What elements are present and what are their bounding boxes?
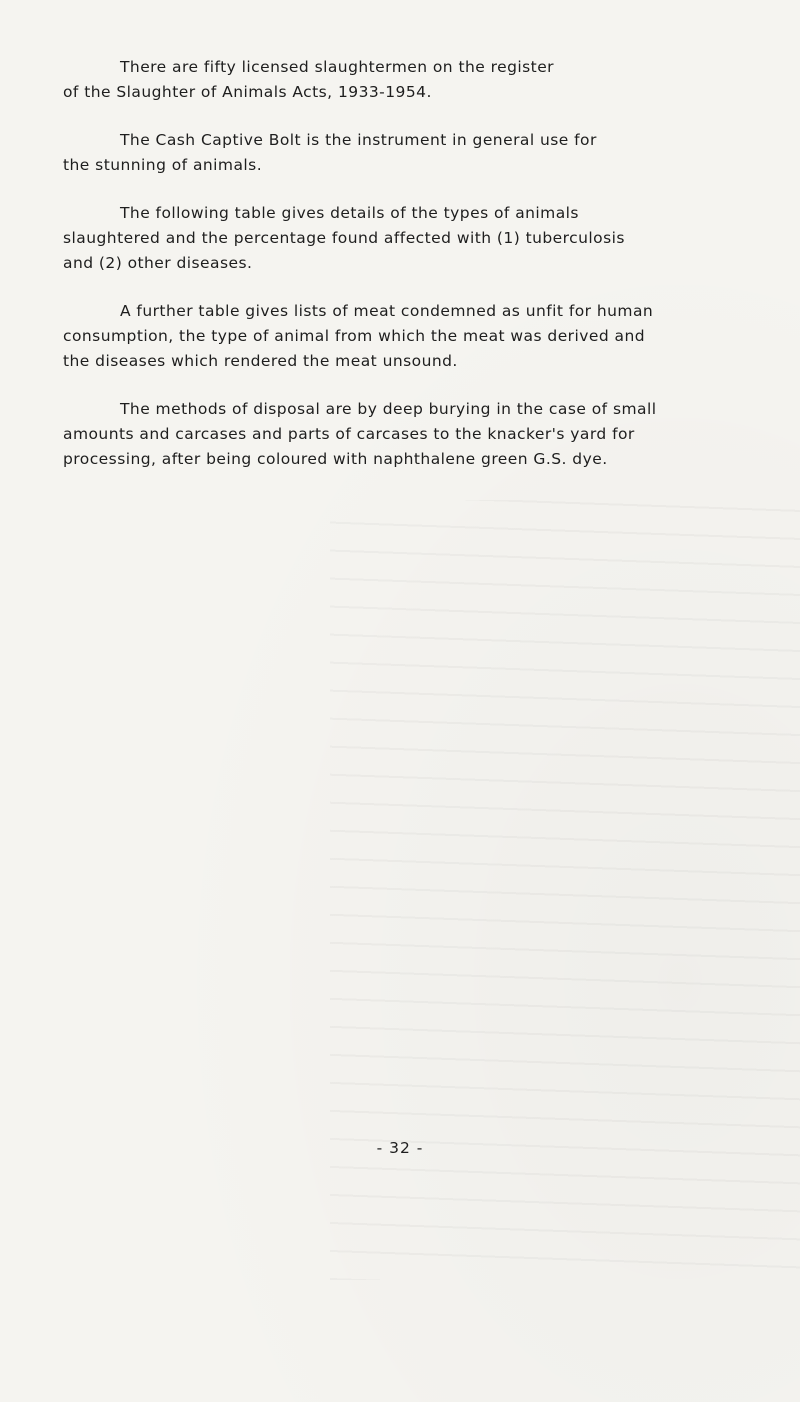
paragraph-condemned-meat-table-intro (63, 299, 763, 374)
text-line: and (2) other diseases. (63, 254, 253, 272)
text-line: slaughtered and the percentage found affected with (1) tuberculosis (63, 229, 625, 247)
body-text (63, 55, 763, 495)
text-line: The following table gives details of the types of animals (120, 204, 579, 222)
text-line: amounts and carcases and parts of carcases to the knacker's yard for (63, 425, 635, 443)
paragraph-animals-table-intro (63, 201, 763, 276)
text-line: The Cash Captive Bolt is the instrument in general use for (120, 131, 597, 149)
text-line: the stunning of animals. (63, 156, 263, 174)
text-line: A further table gives lists of meat condemned as unfit for human (120, 302, 654, 320)
reverse-side-bleed-through (330, 500, 800, 1280)
text-line: processing, after being coloured with naphthalene green G.S. dye. (63, 450, 608, 468)
paragraph-disposal-methods (63, 397, 763, 472)
paragraph-captive-bolt (63, 128, 763, 178)
text-line: There are fifty licensed slaughtermen on the register (120, 58, 555, 76)
text-line: The methods of disposal are by deep burying in the case of small (120, 400, 657, 418)
text-line: the diseases which rendered the meat unsound. (63, 352, 458, 370)
text-line: consumption, the type of animal from which the meat was derived and (63, 327, 646, 345)
paragraph-slaughtermen-register (63, 55, 763, 105)
text-line: of the Slaughter of Animals Acts, 1933-1954. (63, 83, 432, 101)
page-number: - 32 - (376, 1139, 424, 1157)
